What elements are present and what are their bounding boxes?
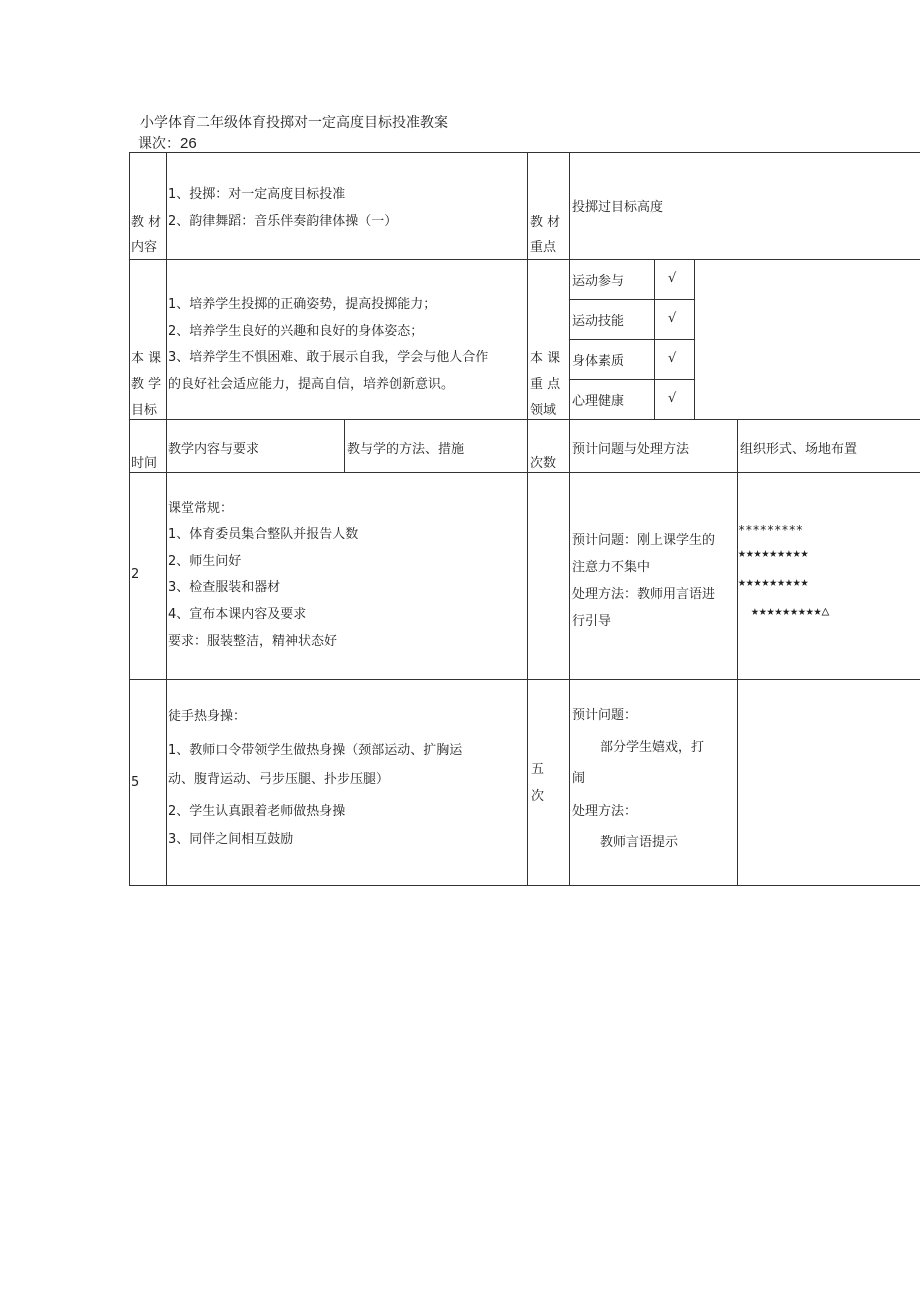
domain-label-3: 领域 — [530, 403, 557, 418]
objective-item: 的良好社会适应能力，提高自信，培养创新意识。 — [168, 377, 455, 392]
row2-time: 5 — [131, 775, 140, 790]
domain-name: 身体素质 — [572, 354, 625, 369]
row1-content-line: 要求：服装整洁，精神状态好 — [168, 634, 338, 649]
row2-problem-line: 部分学生嬉戏，打 — [600, 740, 705, 755]
objectives-label-1: 本 课 — [131, 351, 162, 366]
focus-label-2: 重点 — [530, 240, 557, 255]
row2-content-line: 2、学生认真跟着老师做热身操 — [168, 804, 346, 819]
lesson-label: 课次： — [138, 136, 180, 152]
row1-problem-line: 行引导 — [572, 614, 612, 629]
row2-count: 次 — [531, 789, 545, 804]
row1-problem-line: 预计问题：刚上课学生的 — [572, 533, 716, 548]
objectives-items-cell — [166, 259, 528, 420]
formation-line: ★★★★★★★★★ — [738, 546, 809, 561]
focus-text: 投掷过目标高度 — [572, 200, 664, 215]
content-label-1: 教 材 — [131, 215, 162, 230]
page-title: 小学体育二年级体育投掷对一定高度目标投准教案 — [140, 115, 448, 131]
domain-name: 运动技能 — [572, 314, 625, 329]
row1-count-cell — [527, 472, 570, 680]
domain-check-icon: √ — [668, 391, 677, 406]
lesson-number — [138, 133, 197, 153]
objectives-label-2: 教 学 — [131, 377, 162, 392]
header-time: 时间 — [131, 456, 158, 471]
row1-time: 2 — [131, 567, 140, 582]
header-method: 教与学的方法、措施 — [347, 442, 465, 457]
content-item: 1、投掷：对一定高度目标投准 — [168, 187, 346, 202]
row1-content-line: 3、检查服装和器材 — [168, 580, 281, 595]
row2-organization-cell — [737, 679, 920, 886]
domain-check-icon: √ — [668, 351, 677, 366]
row2-content-line: 徒手热身操： — [168, 709, 247, 724]
row2-content-line: 动、腹背运动、弓步压腿、扑步压腿） — [168, 772, 390, 787]
row1-content-line: 课堂常规： — [168, 501, 234, 516]
objectives-label-cell — [129, 259, 167, 420]
row2-count-cell — [527, 679, 570, 886]
objective-item: 1、培养学生投掷的正确姿势，提高投掷能力； — [168, 297, 437, 312]
objective-item: 3、培养学生不惧困难、敢于展示自我，学会与他人合作 — [168, 350, 489, 365]
content-items-cell — [166, 152, 528, 260]
formation-line: ★★★★★★★★★ — [738, 575, 809, 590]
domain-label-1: 本 课 — [530, 351, 561, 366]
lesson-value: 26 — [180, 135, 197, 152]
row2-problem-line: 处理方法： — [572, 804, 638, 819]
content-label-2: 内容 — [131, 240, 158, 255]
objectives-label-3: 目标 — [131, 403, 158, 418]
row2-content-line: 3、同伴之间相互鼓励 — [168, 832, 294, 847]
row1-problem-line: 处理方法：教师用言语进 — [572, 587, 716, 602]
row2-count: 五 — [531, 762, 545, 777]
row1-problem-line: 注意力不集中 — [572, 560, 651, 575]
row2-content-line: 1、教师口令带领学生做热身操（颈部运动、扩胸运 — [168, 743, 463, 758]
row1-content-line: 4、宣布本课内容及要求 — [168, 607, 307, 622]
objective-item: 2、培养学生良好的兴趣和良好的身体姿态； — [168, 324, 424, 339]
domain-label-2: 重 点 — [530, 377, 561, 392]
row2-problem-line: 预计问题： — [572, 708, 638, 723]
domain-name: 运动参与 — [572, 274, 625, 289]
domain-check-icon: √ — [668, 271, 677, 286]
row1-content-line: 1、体育委员集合整队并报告人数 — [168, 527, 359, 542]
domain-name: 心理健康 — [572, 394, 625, 409]
header-problem: 预计问题与处理方法 — [572, 442, 690, 457]
content-item: 2、韵律舞蹈：音乐伴奏韵律体操（一） — [168, 214, 398, 229]
domain-check-icon: √ — [668, 311, 677, 326]
formation-line: ********* — [738, 523, 804, 537]
header-count: 次数 — [530, 456, 557, 471]
row1-content-line: 2、师生问好 — [168, 554, 242, 569]
row2-problem-line: 闹 — [572, 771, 586, 786]
focus-label-1: 教 材 — [530, 215, 561, 230]
header-content: 教学内容与要求 — [168, 442, 260, 457]
row2-problem-line: 教师言语提示 — [600, 835, 679, 850]
domain-blank-cell — [694, 259, 920, 420]
row1-problem-cell — [569, 472, 738, 680]
header-organization: 组织形式、场地布置 — [740, 442, 858, 457]
domain-label-cell — [527, 259, 570, 420]
formation-line: ★★★★★★★★★△ — [751, 604, 830, 619]
